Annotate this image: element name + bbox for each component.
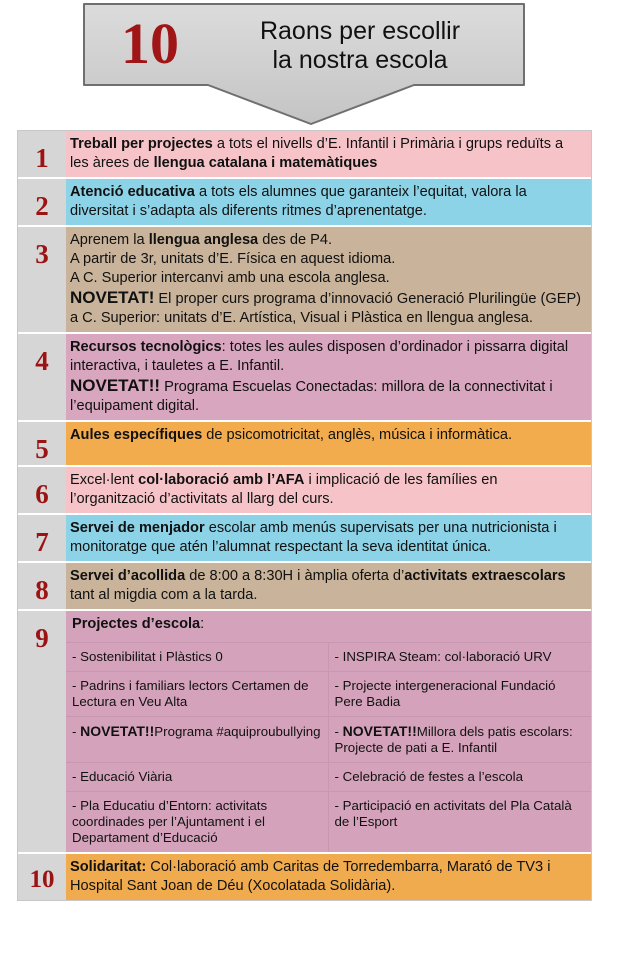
project-text: Programa #aquiproubullying <box>154 724 321 739</box>
reason-body: Aprenem la <box>70 232 149 248</box>
reason-text <box>66 131 591 177</box>
reason-text <box>66 611 591 852</box>
reason-highlight: Treball per projectes <box>70 136 213 152</box>
banner-title-line1: Raons per escollir <box>259 17 461 45</box>
project-item: - INSPIRA Steam: col·laboració URV <box>329 643 592 672</box>
reason-body: de psicomotricitat, anglès, música i informàtica. <box>202 427 513 443</box>
reason-body: Excel·lent <box>70 472 139 488</box>
reason-text <box>66 422 591 465</box>
reason-highlight: llengua catalana i matemàtiques <box>153 155 378 171</box>
project-item: - Sostenibilitat i Plàstics 0 <box>66 643 329 672</box>
title-banner <box>0 0 626 128</box>
reason-body: i implicació de les famílies en l’organització d’activitats al llarg del curs. <box>70 472 498 507</box>
novetat-label: NOVETAT!! <box>342 723 417 739</box>
reason-body: de 8:00 a 8:30H i àmplia oferta d’ <box>185 568 405 584</box>
project-text: Millora dels patis escolars: Projecte de pati a E. Infantil <box>334 724 573 755</box>
reason-highlight: activitats extraescolars <box>404 568 566 584</box>
reason-highlight: Servei de menjador <box>70 520 205 536</box>
reason-highlight: Servei d’acollida <box>70 568 186 584</box>
reason-number: 6 <box>18 467 66 513</box>
projects-grid <box>66 642 591 852</box>
reason-body: : <box>200 616 205 632</box>
reason-row-10 <box>18 852 591 900</box>
reason-number: 2 <box>18 179 66 225</box>
novetat-label: NOVETAT! <box>70 288 155 307</box>
project-dash: - <box>334 724 343 739</box>
reason-number: 5 <box>18 422 66 465</box>
reason-highlight: Projectes d’escola <box>72 616 201 632</box>
reason-number: 3 <box>18 227 66 332</box>
reason-highlight: Aules específiques <box>70 427 203 443</box>
reason-highlight: llengua anglesa <box>148 232 259 248</box>
reason-text <box>66 854 591 900</box>
project-item <box>329 717 592 763</box>
reason-body: Col·laboració amb Caritas de Torredembarra, Marató de TV3 i Hospital Sant Joan de Déu (Xocolatada Solidària). <box>70 859 551 894</box>
reason-highlight: Solidaritat: <box>70 859 147 875</box>
reason-row-3 <box>18 225 591 332</box>
project-item: - Padrins i familiars lectors Certamen de Lectura en Veu Alta <box>66 672 329 717</box>
reason-body: : totes les aules disposen d’ordinador i pissarra digital interactiva, i tauletes a E. Infantil. <box>70 339 569 374</box>
reasons-table <box>17 130 592 901</box>
project-dash: - <box>72 724 81 739</box>
reason-body: Programa Escuelas Conectadas: millora de la connectivitat i l’equipament digital. <box>70 379 553 414</box>
reason-number: 7 <box>18 515 66 561</box>
reason-body: El proper curs programa d’innovació Generació Plurilingüe (GEP) a C. Superior: unitats d’E. Artística, Visual i Plàstica en llengua anglesa. <box>70 291 582 326</box>
project-item <box>66 717 329 763</box>
project-item: - Pla Educatiu d’Entorn: activitats coordinades per l’Ajuntament i el Departament d’Educació <box>66 792 329 852</box>
reason-highlight: Atenció educativa <box>70 184 195 200</box>
reason-text <box>66 179 591 225</box>
novetat-label: NOVETAT!! <box>70 376 161 395</box>
novetat-label: NOVETAT!! <box>80 723 155 739</box>
reason-body: a tots els alumnes que garanteix l’equitat, valora la diversitat i s’adapta als diferents ritmes d’aprenentatge. <box>70 184 527 219</box>
reason-text <box>66 467 591 513</box>
reason-body: des de P4. <box>258 232 333 248</box>
banner-title-line2: la nostra escola <box>272 46 448 74</box>
project-item: - Celebració de festes a l’escola <box>329 763 592 792</box>
banner-number: 10 <box>121 11 179 76</box>
reason-body: a tots el nivells d’E. Infantil i Primària i grups reduïts a les àrees de <box>70 136 564 171</box>
reason-number: 1 <box>18 131 66 177</box>
reason-body: escolar amb menús supervisats per una nutricionista i monitoratge que atén l’alumnat respectant la seva identitat única. <box>70 520 557 555</box>
reason-body: tant al migdia com a la tarda. <box>70 587 258 603</box>
reason-row-4 <box>18 332 591 420</box>
reason-highlight: Recursos tecnològics <box>70 339 222 355</box>
reason-body: A partir de 3r, unitats d’E. Física en aquest idioma. <box>70 251 396 267</box>
reason-row-2 <box>18 177 591 225</box>
project-item: - Participació en activitats del Pla Català de l’Esport <box>334 798 572 829</box>
reason-row-5 <box>18 420 591 465</box>
project-item: - Projecte intergeneracional Fundació Pere Badia <box>329 672 592 717</box>
reason-highlight: col·laboració amb l’AFA <box>138 472 305 488</box>
reason-row-7 <box>18 513 591 561</box>
reason-body: A C. Superior intercanvi amb una escola anglesa. <box>70 270 390 286</box>
reason-number: 8 <box>18 563 66 609</box>
reason-text <box>66 563 591 609</box>
reason-text <box>66 227 591 332</box>
reason-row-9 <box>18 609 591 852</box>
reason-number: 4 <box>18 334 66 420</box>
reason-number: 10 <box>18 854 66 900</box>
reason-text <box>66 515 591 561</box>
reason-row-8 <box>18 561 591 609</box>
project-item: - Educació Viària <box>66 763 329 792</box>
reason-text <box>66 334 591 420</box>
reason-row-1 <box>18 131 591 177</box>
reason-row-6 <box>18 465 591 513</box>
reason-number: 9 <box>18 611 66 852</box>
